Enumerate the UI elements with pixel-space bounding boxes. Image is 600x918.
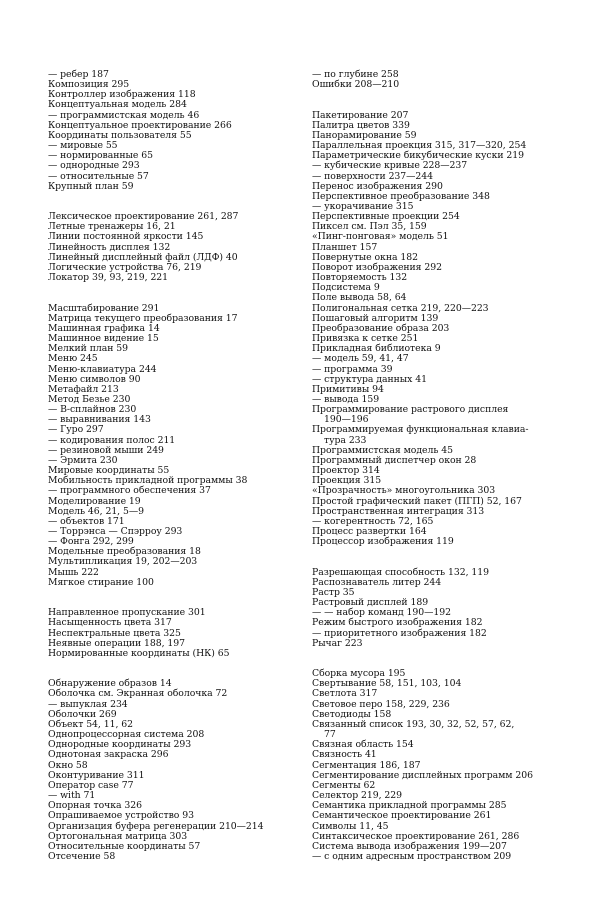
index-entry: тура 233 [324, 434, 367, 446]
index-entry: Режим быстрого изображения 182 [312, 617, 483, 629]
index-entry: Проектор 314 [312, 465, 380, 477]
index-entry: Неспектральные цвета 325 [48, 627, 181, 639]
index-entry: Обнаружение образов 14 [48, 678, 172, 690]
index-column-right [312, 70, 574, 862]
index-entry: Меню 245 [48, 353, 98, 365]
index-entry: Оболочка см. Экранная оболочка 72 [48, 688, 228, 700]
index-entry: Объект 54, 11, 62 [48, 718, 134, 730]
index-entry: — нормированные 65 [48, 150, 153, 162]
index-entry: — поверхности 237—244 [312, 170, 434, 182]
index-entry: Пиксел см. Пэл 35, 159 [312, 221, 427, 233]
section-gap [48, 659, 323, 679]
index-entry: Нормированные координаты (НК) 65 [48, 647, 230, 659]
index-entry: — приоритетного изображения 182 [312, 627, 487, 639]
index-entry: Перенос изображения 290 [312, 180, 443, 192]
index-entry: Подсистема 9 [312, 282, 380, 294]
index-entry: Меню-клавиатура 244 [48, 363, 157, 375]
index-entry: — программного обеспечения 37 [48, 485, 211, 497]
index-entry: Пакетирование 207 [312, 109, 409, 121]
index-entry: Сегменты 62 [312, 779, 376, 791]
index-entry: Символы 11, 45 [312, 820, 389, 832]
index-entry: Оператор case 77 [48, 779, 134, 791]
index-entry: Селектор 219, 229 [312, 790, 403, 802]
index-entry: Линейность дисплея 132 [48, 241, 171, 253]
index-entry: Неявные операции 188, 197 [48, 637, 186, 649]
index-entry: — В-сплайнов 230 [48, 404, 137, 416]
index-entry: Мышь 222 [48, 566, 99, 578]
index-entry: Параллельная проекция 315, 317—320, 254 [312, 140, 527, 152]
index-entry: Сегментация 186, 187 [312, 759, 421, 771]
index-entry: Организация буфера регенерации 210—214 [48, 820, 264, 832]
index-entry: — по глубине 258 [312, 69, 399, 80]
index-entry: Растр 35 [312, 586, 355, 598]
index-entry: Пространственная интеграция 313 [312, 505, 485, 517]
index-entry: Моделирование 19 [48, 495, 141, 507]
index-entry: Опорная точка 326 [48, 800, 143, 812]
index-entry: 190—196 [324, 414, 369, 426]
index-entry: Полигональная сетка 219, 220—223 [312, 302, 489, 314]
index-entry: Примитивы 94 [312, 383, 384, 395]
index-entry: Программистская модель 45 [312, 444, 453, 456]
index-entry: Относительные координаты 57 [48, 840, 201, 852]
index-entry: Однородные координаты 293 [48, 739, 192, 751]
index-entry: Отсечение 58 [48, 850, 116, 862]
section-gap [312, 90, 574, 110]
index-entry: — кодирования полос 211 [48, 434, 176, 446]
index-entry: Однотоная закраска 296 [48, 749, 169, 761]
index-entry: — объектов 171 [48, 515, 125, 527]
index-entry: Повернутые окна 182 [312, 251, 418, 263]
index-entry: Модельные преобразования 18 [48, 546, 201, 558]
index-entry: Распознаватель литер 244 [312, 576, 442, 588]
index-entry: Оконтуривание 311 [48, 769, 145, 781]
index-entry: Контроллер изображения 118 [48, 89, 196, 101]
index-entry: «Пинг-понговая» модель 51 [312, 231, 449, 243]
index-entry: Программный диспетчер окон 28 [312, 454, 477, 466]
index-entry: Окно 58 [48, 759, 88, 771]
index-entry: Сегментирование дисплейных программ 206 [312, 769, 533, 781]
index-entry: Световое перо 158, 229, 236 [312, 698, 450, 710]
index-entry: Модель 46, 21, 5—9 [48, 505, 144, 517]
index-entry: Машинная графика 14 [48, 322, 160, 334]
section-gap [312, 547, 574, 567]
index-entry: — Торрэнса — Спэрроу 293 [48, 526, 183, 537]
index-entry: Поворот изображения 292 [312, 261, 443, 273]
index-entry: Метафайл 213 [48, 383, 119, 395]
index-entry: Программируемая функциональная клавиа- [312, 424, 529, 436]
index-entry: 77 [324, 729, 336, 741]
index-entry: Лексическое проектирование 261, 287 [48, 211, 239, 223]
index-entry: Локатор 39, 93, 219, 221 [48, 272, 169, 284]
index-entry: Семантическое проектирование 261 [312, 810, 492, 822]
index-entry: — вывода 159 [312, 393, 380, 405]
section-gap [48, 283, 323, 303]
index-entry: Масштабирование 291 [48, 302, 160, 314]
index-entry: Метод Безье 230 [48, 393, 131, 405]
index-entry: Концептуальная модель 284 [48, 99, 187, 111]
index-entry: Логические устройства 76, 219 [48, 261, 202, 273]
index-entry: — Фонга 292, 299 [48, 536, 134, 548]
index-entry: Ошибки 208—210 [312, 79, 400, 91]
index-entry: Перспективное преобразование 348 [312, 190, 490, 202]
index-entry: Насыщенность цвета 317 [48, 617, 172, 629]
index-entry: — with 71 [48, 790, 96, 802]
index-entry: Однопроцессорная система 208 [48, 729, 205, 741]
index-entry: Палитра цветов 339 [312, 119, 410, 131]
index-entry: — относительные 57 [48, 170, 149, 182]
index-entry: Синтаксическое проектирование 261, 286 [312, 830, 520, 842]
index-entry: — модель 59, 41, 47 [312, 353, 409, 365]
index-entry: Повторяемость 132 [312, 272, 408, 284]
index-entry: Параметрические бикубические куски 219 [312, 150, 524, 162]
index-entry: — — набор команд 190—192 [312, 607, 451, 619]
section-gap [48, 588, 323, 608]
index-entry: — однородные 293 [48, 160, 140, 172]
index-entry: — программа 39 [312, 363, 393, 375]
index-entry: Мобильность прикладной программы 38 [48, 475, 248, 487]
index-entry: Мягкое стирание 100 [48, 576, 154, 588]
index-entry: Разрешающая способность 132, 119 [312, 566, 489, 578]
index-entry: Машинное видение 15 [48, 333, 159, 345]
index-entry: Меню символов 90 [48, 373, 141, 385]
index-entry: Система вывода изображения 199—207 [312, 840, 507, 852]
index-entry: Программирование растрового дисплея [312, 404, 509, 416]
index-entry: — Гуро 297 [48, 424, 104, 436]
index-entry: — когерентность 72, 165 [312, 515, 434, 527]
index-entry: Преобразование образа 203 [312, 322, 450, 334]
index-entry: Композиция 295 [48, 79, 130, 91]
index-entry: — ребер 187 [48, 69, 109, 80]
index-entry: — выпуклая 234 [48, 698, 128, 710]
index-entry: — резиновой мыши 249 [48, 444, 164, 456]
index-entry: Семантика прикладной программы 285 [312, 800, 507, 812]
index-entry: «Прозрачность» многоугольника 303 [312, 485, 496, 497]
index-entry: — Эрмита 230 [48, 454, 118, 466]
index-entry: Летные тренажеры 16, 21 [48, 221, 176, 233]
index-entry: Пошаговый алгоритм 139 [312, 312, 439, 324]
index-entry: Координаты пользователя 55 [48, 129, 192, 141]
index-entry: Сборка мусора 195 [312, 668, 406, 680]
index-entry: Мелкий план 59 [48, 343, 129, 355]
index-entry: Процесс развертки 164 [312, 526, 427, 538]
index-entry: Линейный дисплейный файл (ЛДФ) 40 [48, 251, 238, 263]
index-entry: Перспективные проекции 254 [312, 211, 460, 223]
section-gap [48, 192, 323, 212]
index-entry: — кубические кривые 228—237 [312, 160, 468, 172]
index-entry: — выравнивания 143 [48, 414, 151, 426]
index-entry: Привязка к сетке 251 [312, 333, 419, 345]
index-entry: Связанный список 193, 30, 32, 52, 57, 62, [312, 718, 515, 730]
index-entry: Связность 41 [312, 749, 377, 761]
section-gap [312, 649, 574, 669]
index-entry: Прикладная библиотека 9 [312, 343, 441, 355]
index-entry: Растровый дисплей 189 [312, 597, 429, 609]
index-entry: Линии постоянной яркости 145 [48, 231, 204, 243]
index-entry: Мировые координаты 55 [48, 465, 170, 477]
index-entry: Светодиоды 158 [312, 708, 392, 720]
index-entry: Светлота 317 [312, 688, 378, 700]
index-entry: Крупный план 59 [48, 180, 134, 192]
index-entry: Ортогональная матрица 303 [48, 830, 188, 842]
index-entry: — мировые 55 [48, 140, 118, 152]
index-entry: Панорамирование 59 [312, 129, 417, 141]
index-entry: Простой графический пакет (ПГП) 52, 167 [312, 495, 522, 507]
index-entry: Оболочки 269 [48, 708, 117, 720]
index-entry: Проекция 315 [312, 475, 382, 487]
index-entry: Процессор изображения 119 [312, 536, 454, 548]
index-entry: — с одним адресным пространством 209 [312, 850, 512, 862]
index-entry: Направленное пропускание 301 [48, 607, 206, 619]
index-entry: Рычаг 223 [312, 637, 363, 649]
index-entry: Концептуальное проектирование 266 [48, 119, 232, 131]
index-entry: Опрашиваемое устройство 93 [48, 810, 194, 822]
index-entry: Матрица текущего преобразования 17 [48, 312, 238, 324]
index-entry: Поле вывода 58, 64 [312, 292, 407, 304]
index-entry: — укорачивание 315 [312, 201, 414, 213]
index-entry: Связная область 154 [312, 739, 414, 751]
index-entry: — программистская модель 46 [48, 109, 200, 121]
index-entry: Планшет 157 [312, 241, 378, 253]
index-entry: — структура данных 41 [312, 373, 427, 385]
index-entry: Мультипликация 19, 202—203 [48, 556, 198, 568]
index-column-left [48, 70, 323, 862]
index-entry: Свертывание 58, 151, 103, 104 [312, 678, 462, 690]
